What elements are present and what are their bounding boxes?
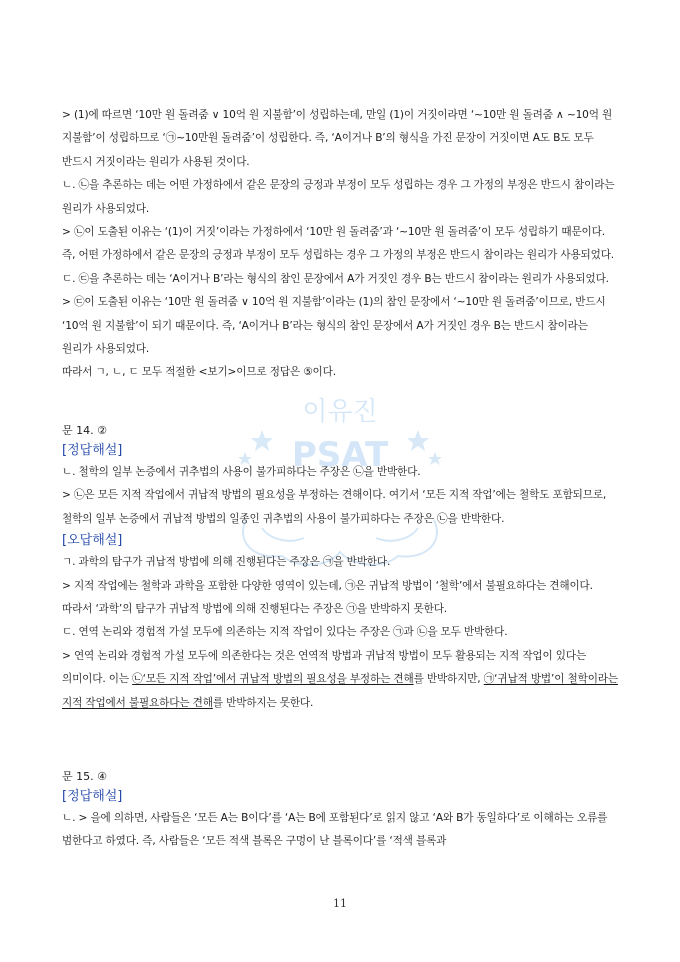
- paragraph: ㄴ. > 을에 의하면, 사람들은 ‘모든 A는 B이다’를 ‘A는 B에 포함된다’로 읽지 않고 ‘A와 B가 동일하다’로 이해하는 오류를 범한다고 하였다. 즉, 사람들은 ‘모든 적색 블록은 구멍이 난 블록이다’를 ‘적색 블록과: [62, 811, 608, 848]
- page-number: 11: [333, 897, 347, 910]
- correct-answer-header: [정답해설]: [62, 788, 123, 804]
- wrong-answer-header: [오답해설]: [62, 533, 123, 549]
- watermark-name: 이유진: [302, 397, 378, 427]
- q15-section: [62, 767, 618, 854]
- paragraph: ㄴ. ㉡을 추론하는 데는 어떤 가정하에서 같은 문장의 긍정과 부정이 모두 성립하는 경우 그 가정의 부정은 반드시 참이라는 원리가 사용되었다.: [62, 179, 615, 215]
- paragraph: ㄴ. 철학의 일부 논증에서 귀추법의 사용이 불가피하다는 주장은 ㉡을 반박한다.: [62, 465, 421, 478]
- question-number: 문 15. ④: [62, 769, 107, 783]
- text-run: 를 반박하지는 못한다.: [212, 696, 314, 709]
- paragraph: > ㉢이 도출된 이유는 ‘10만 원 돌려줌 ∨ 10억 원 지불함’이라는 (1)의 참인 문장에서 ‘∼10만 원 돌려줌’이므로, 반드시 ‘10억 원 지불함’이 되기 때문이다. 즉, ‘A이거나 B’라는 형식의 참인 문장에서 A가 거짓인 경우 B는 반드시 참이라는 원리가 사용되었다.: [62, 296, 606, 356]
- paragraph: [62, 645, 618, 715]
- q13-explanation-continued: [62, 104, 618, 385]
- correct-answer-header: [정답해설]: [62, 442, 123, 458]
- underlined-text: ㉡‘모든 지적 작업’에서 귀납적 방법의 필요성을 부정하는 견해: [132, 673, 414, 686]
- q14-section: [62, 421, 618, 715]
- paragraph: ㄱ. 과학의 탐구가 귀납적 방법에 의해 진행된다는 주장은 ㉠을 반박한다.: [62, 556, 391, 569]
- paragraph: ㄷ. ㉢을 추론하는 데는 ‘A이거나 B’라는 형식의 참인 문장에서 A가 거짓인 경우 B는 반드시 참이라는 원리가 사용되었다.: [62, 272, 609, 285]
- underlined-text: ㉠‘귀납적 방법’이 철학이라는 지적 작업에서 불필요하다는 견해: [62, 673, 618, 709]
- watermark-brand: PSAT: [291, 435, 389, 475]
- paragraph: 따라서 ㄱ, ㄴ, ㄷ 모두 적절한 <보기>이므로 정답은 ⑤이다.: [62, 366, 336, 379]
- paragraph: > ㉡은 모든 지적 작업에서 귀납적 방법의 필요성을 부정하는 견해이다. 여기서 ‘모든 지적 작업’에는 철학도 포함되므로, 철학의 일부 논증에서 귀납적 방법의 일종인 귀추법의 사용이 불가피하다는 주장은 ㉡을 반박한다.: [62, 489, 607, 525]
- text-run: > 연역 논리와 경험적 가설 모두에 의존한다는 것은 연역적 방법과 귀납적 방법이 모두 활용되는 지적 작업이 있다는 의미이다. 이는: [62, 649, 587, 686]
- question-number: 문 14. ②: [62, 423, 107, 437]
- text-run: 를 반박하지만,: [413, 673, 484, 686]
- paragraph: ㄷ. 연역 논리와 경험적 가설 모두에 의존하는 지적 작업이 있다는 주장은 ㉠과 ㉡을 모두 반박한다.: [62, 626, 508, 639]
- paragraph: > (1)에 따르면 ‘10만 원 돌려줌 ∨ 10억 원 지불함’이 성립하는데, 만일 (1)이 거짓이라면 ‘∼10만 원 돌려줌 ∧ ∼10억 원 지불함’이 성립하므로 ‘㉠∼10만원 돌려줌’이 성립한다. 즉, ‘A이거나 B’의 형식을 가진 문장이 거짓이면 A도 B도 모두 반드시 거짓이라는 원리가 사용된 것이다.: [62, 109, 613, 168]
- paragraph: > 지적 작업에는 철학과 과학을 포함한 다양한 영역이 있는데, ㉠은 귀납적 방법이 ‘철학’에서 불필요하다는 견해이다. 따라서 ‘과학’의 탐구가 귀납적 방법에 의해 진행된다는 주장은 ㉠을 반박하지 못한다.: [62, 579, 593, 615]
- paragraph: > ㉡이 도출된 이유는 ‘(1)이 거짓’이라는 가정하에서 ‘10만 원 돌려줌’과 ‘∼10만 원 돌려줌’이 모두 성립하기 때문이다. 즉, 어떤 가정하에서 같은 문장의 긍정과 부정이 모두 성립하는 경우 그 가정의 부정은 반드시 참이라는 원리가 사용되었다.: [62, 226, 615, 262]
- document-body: [62, 104, 618, 854]
